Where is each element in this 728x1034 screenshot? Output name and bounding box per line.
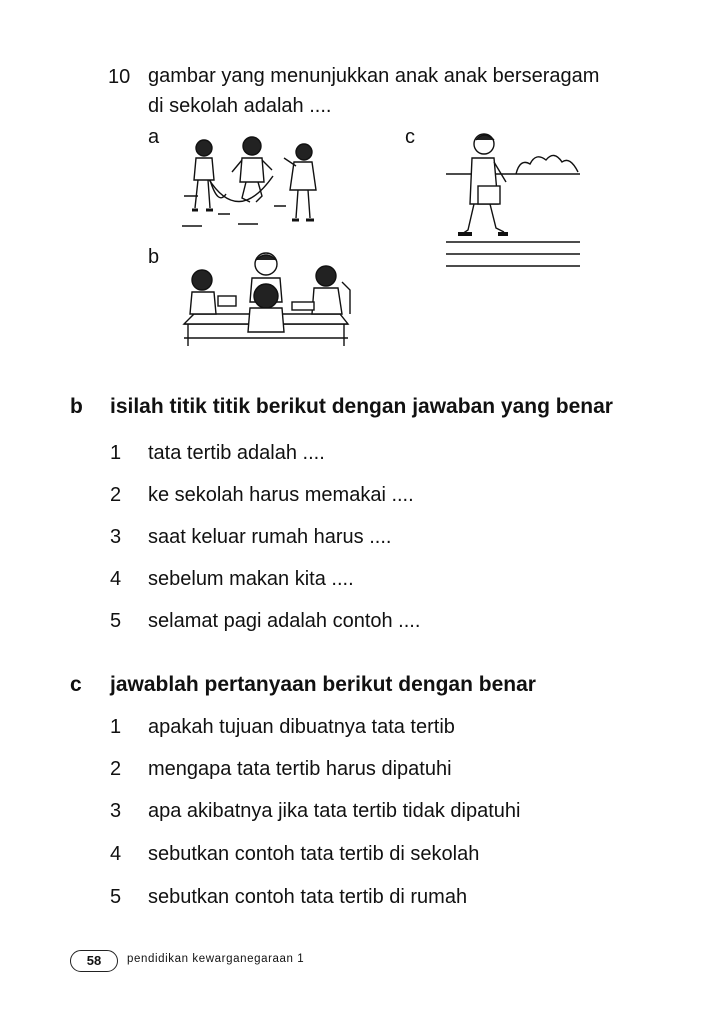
- children-at-desk-picture: [180, 250, 352, 348]
- jump-rope-children-picture: [178, 136, 326, 232]
- option-c-label: c: [405, 126, 415, 148]
- section-b-item-text: selamat pagi adalah contoh ....: [148, 610, 421, 632]
- section-c-title: jawablah pertanyaan berikut dengan benar: [110, 673, 536, 696]
- section-b-item-text: ke sekolah harus memakai ....: [148, 484, 414, 506]
- section-b-item-text: sebelum makan kita ....: [148, 568, 354, 590]
- option-b-label: b: [148, 246, 160, 268]
- section-b-item-number: 1: [110, 442, 122, 464]
- section-c-letter: c: [70, 673, 82, 696]
- page-number-badge: 58: [70, 950, 118, 972]
- section-b-item-text: tata tertib adalah ....: [148, 442, 325, 464]
- question-text-line1: gambar yang menunjukkan anak anak berseragam: [148, 65, 600, 87]
- section-b-title: isilah titik titik berikut dengan jawaban yang benar: [110, 395, 613, 418]
- section-c-item-number: 1: [110, 716, 122, 738]
- option-a-label: a: [148, 126, 160, 148]
- section-c-item-number: 5: [110, 886, 122, 908]
- section-c-item-number: 2: [110, 758, 122, 780]
- section-b-item-text: saat keluar rumah harus ....: [148, 526, 392, 548]
- question-number: 10: [108, 66, 131, 88]
- child-walking-picture: [446, 124, 580, 270]
- section-c-item-number: 4: [110, 843, 122, 865]
- section-c-item-text: apa akibatnya jika tata tertib tidak dipatuhi: [148, 800, 521, 822]
- section-b-item-number: 2: [110, 484, 122, 506]
- section-b-item-number: 4: [110, 568, 122, 590]
- question-text-line2: di sekolah adalah ....: [148, 95, 332, 117]
- section-b-item-number: 5: [110, 610, 122, 632]
- section-c-item-number: 3: [110, 800, 122, 822]
- section-b-item-number: 3: [110, 526, 122, 548]
- book-title-footer: pendidikan kewarganegaraan 1: [127, 953, 305, 965]
- section-c-item-text: mengapa tata tertib harus dipatuhi: [148, 758, 452, 780]
- section-b-letter: b: [70, 395, 83, 418]
- section-c-item-text: sebutkan contoh tata tertib di rumah: [148, 886, 468, 908]
- section-c-item-text: apakah tujuan dibuatnya tata tertib: [148, 716, 455, 738]
- section-c-item-text: sebutkan contoh tata tertib di sekolah: [148, 843, 480, 865]
